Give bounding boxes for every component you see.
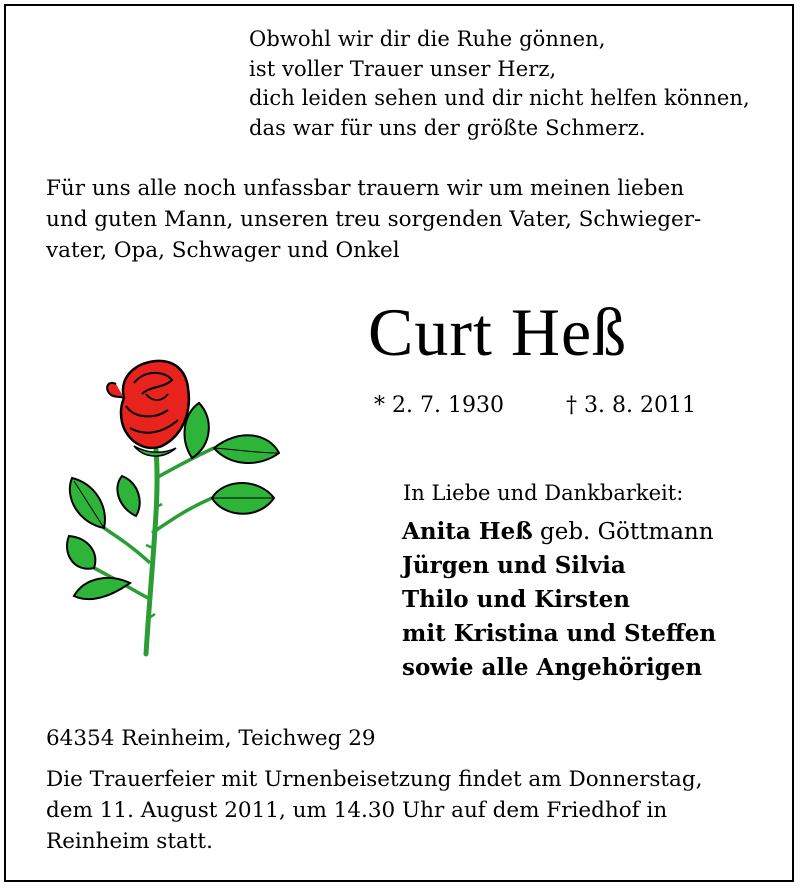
- mourner-line: [402, 515, 716, 549]
- ceremony-line: Die Trauerfeier mit Urnenbeisetzung findet am Donnerstag,: [46, 767, 703, 792]
- poem: [249, 25, 750, 143]
- mourner-list: [402, 515, 716, 685]
- mourner-name: Jürgen und Silvia: [402, 552, 626, 579]
- mourner-name: sowie alle Angehörigen: [402, 654, 703, 681]
- rose-icon: [64, 358, 284, 658]
- birth-date: * 2. 7. 1930: [374, 393, 504, 418]
- poem-line: dich leiden sehen und dir nicht helfen können,: [249, 86, 750, 110]
- intro-line: und guten Mann, unseren treu sorgenden Vater, Schwieger-: [46, 207, 702, 232]
- obituary-frame: [4, 4, 794, 882]
- maiden-name: geb. Göttmann: [532, 519, 714, 545]
- intro-text: [46, 173, 776, 266]
- ceremony-notice: [46, 764, 702, 857]
- mourner-line: [402, 651, 716, 685]
- mourner-line: [402, 549, 716, 583]
- mourner-name: mit Kristina und Steffen: [402, 620, 717, 647]
- mourner-name: Thilo und Kirsten: [402, 586, 630, 613]
- poem-line: Obwohl wir dir die Ruhe gönnen,: [249, 27, 606, 51]
- intro-line: vater, Opa, Schwager und Onkel: [46, 238, 400, 263]
- death-date: † 3. 8. 2011: [566, 393, 696, 418]
- ceremony-line: dem 11. August 2011, um 14.30 Uhr auf dem Friedhof in: [46, 798, 668, 823]
- poem-line: ist voller Trauer unser Herz,: [249, 56, 557, 81]
- poem-line: das war für uns der größte Schmerz.: [249, 115, 646, 140]
- thanks-heading: In Liebe und Dankbarkeit:: [403, 481, 684, 505]
- mourner-line: [402, 617, 716, 651]
- deceased-name: Curt Heß: [368, 294, 628, 370]
- mourner-name: Anita Heß: [402, 518, 533, 545]
- ceremony-line: Reinheim statt.: [46, 829, 213, 854]
- intro-line: Für uns alle noch unfassbar trauern wir um meinen lieben: [46, 176, 685, 201]
- mourner-line: [402, 583, 716, 617]
- address: 64354 Reinheim, Teichweg 29: [46, 726, 376, 751]
